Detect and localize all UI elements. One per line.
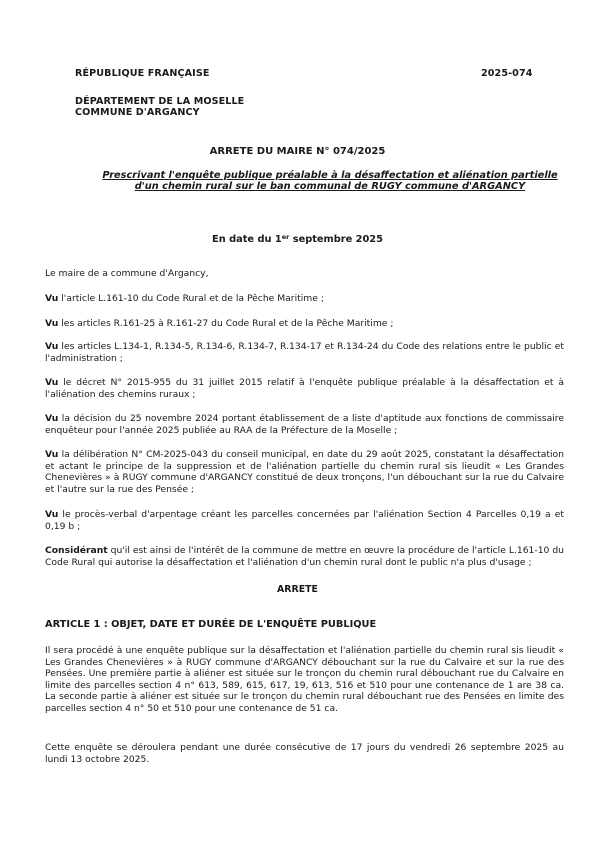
decree-title: ARRETE DU MAIRE N° 074/2025 xyxy=(209,146,386,157)
article-1-paragraph-2: Cette enquête se déroulera pendant une durée consécutive de 17 jours du vendredi 26 septembre 2025 au lundi 13 octobre 2025. xyxy=(45,742,564,765)
article-1-heading: ARTICLE 1 : OBJET, DATE ET DURÉE DE L'ENQUÊTE PUBLIQUE xyxy=(45,619,377,630)
vu-text: le décret N° 2015-955 du 31 juillet 2015 relatif à l'enquête publique préalable à la désaffectation et à l'aliénation des chemins ruraux ; xyxy=(45,377,564,400)
commune-label: COMMUNE D'ARGANCY xyxy=(75,107,200,118)
decree-date xyxy=(0,234,595,245)
vu-keyword: Vu xyxy=(45,341,59,352)
vu-text: la décision du 25 novembre 2024 portant établissement de a liste d'aptitude aux fonctions de commissaire enquêteur pour l'année 2025 publiée au RAA de la Préfecture de la Moselle ; xyxy=(45,413,564,436)
article-1-paragraph-1: Il sera procédé à une enquête publique sur la désaffectation et l'aliénation partielle du chemin rural sis lieudit « Les Grandes Chenevières » à RUGY commune d'ARGANCY débouchant sur la rue du Calvaire et sur la rue des Pensées. Une première partie à aliéner est située sur le tronçon du chemin rural débouchant rue du Calvaire en limite des parcelles section 4 n° 613, 589, 615, 617, 19, 613, 516 et 510 pour une contenance de 1 are 38 ca. La seconde partie à aliéner est située sur le tronçon du chemin rural débouchant rue des Pensées en limite des parcelles section 4 n° 50 et 510 pour une contenance de 51 ca. xyxy=(45,645,564,714)
vu-item-7 xyxy=(45,509,564,532)
considerant-text: qu'il est ainsi de l'intérêt de la commune de mettre en œuvre la procédure de l'article L.161-10 du Code Rural qui autorise la désaffectation et l'aliénation d'un chemin rural dont le public n'a plus d'usage ; xyxy=(45,545,564,568)
reference-number: 2025-074 xyxy=(481,68,533,79)
vu-item-3 xyxy=(45,341,564,364)
subtitle-line-2: d'un chemin rural sur le ban communal de RUGY commune d'ARGANCY xyxy=(134,181,526,192)
vu-keyword: Vu xyxy=(45,509,59,520)
vu-keyword: Vu xyxy=(45,413,59,424)
republic-label: RÉPUBLIQUE FRANÇAISE xyxy=(75,68,210,79)
vu-text: la délibération N° CM-2025-043 du conseil municipal, en date du 29 août 2025, constatant la désaffectation et actant le principe de la suppression et de l'aliénation partielle du chemin rural sis lieudit « Les Grandes Chenevières » à RUGY commune d'ARGANCY constitué de deux tronçons, l'un débouchant sur la rue du Calvaire et l'autre sur la rue des Pensée ; xyxy=(45,449,564,495)
vu-text: les articles L.134-1, R.134-5, R.134-6, R.134-7, R.134-17 et R.134-24 du Code des relations entre le public et l'administration ; xyxy=(45,341,564,364)
vu-item-2 xyxy=(45,318,564,330)
vu-keyword: Vu xyxy=(45,377,59,388)
vu-text: l'article L.161-10 du Code Rural et de la Pêche Maritime ; xyxy=(58,293,324,304)
vu-item-4 xyxy=(45,377,564,400)
vu-text: le procès-verbal d'arpentage créant les parcelles concernées par l'aliénation Section 4 Parcelles 0,19 a et 0,19 b ; xyxy=(45,509,564,532)
arrete-heading: ARRETE xyxy=(277,584,318,595)
vu-text: les articles R.161-25 à R.161-27 du Code Rural et de la Pêche Maritime ; xyxy=(58,318,394,329)
vu-item-1 xyxy=(45,293,564,305)
vu-item-5 xyxy=(45,413,564,436)
date-suffix: septembre 2025 xyxy=(289,234,383,245)
date-prefix: En date du 1 xyxy=(212,234,282,245)
vu-keyword: Vu xyxy=(45,293,59,304)
considerant-item xyxy=(45,545,564,568)
intro-line: Le maire de a commune d'Argancy, xyxy=(45,268,209,279)
subtitle-line-1: Prescrivant l'enquête publique préalable à la désaffectation et aliénation partielle xyxy=(102,170,558,181)
decree-subtitle xyxy=(95,170,565,192)
date-superscript: er xyxy=(281,233,290,241)
vu-keyword: Vu xyxy=(45,318,59,329)
department-label: DÉPARTEMENT DE LA MOSELLE xyxy=(75,96,245,107)
vu-item-6 xyxy=(45,449,564,495)
considerant-keyword: Considérant xyxy=(45,545,108,556)
vu-keyword: Vu xyxy=(45,449,59,460)
